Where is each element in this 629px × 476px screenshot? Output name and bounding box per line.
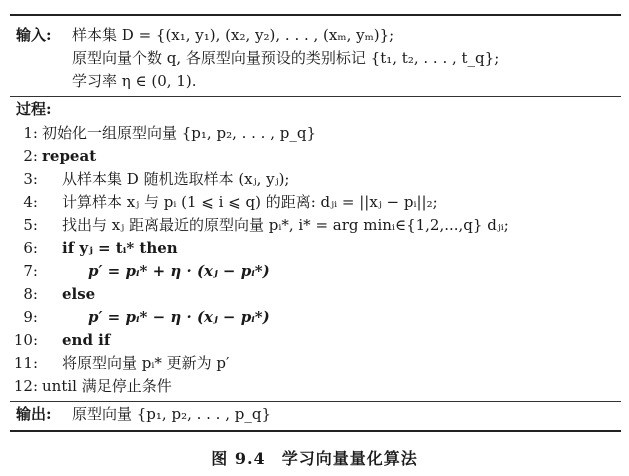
input-line-1: 样本集 D = {(x₁, y₁), (x₂, y₂), . . . , (xₘ, yₘ)}; <box>72 26 395 44</box>
separator-line <box>10 96 621 97</box>
step-text: p′ = pᵢ* + η · (xⱼ − pᵢ*) <box>88 262 270 280</box>
step-number: 5: <box>23 216 38 234</box>
step-text: else <box>62 285 96 303</box>
step-number: 11: <box>13 354 38 372</box>
output-label: 输出: <box>16 405 52 423</box>
step-text: until 满足停止条件 <box>42 377 172 395</box>
step-text: 从样本集 D 随机选取样本 (xⱼ, yⱼ); <box>62 170 290 188</box>
step-text: 将原型向量 pᵢ* 更新为 p′ <box>62 354 230 372</box>
input-line-3: 学习率 η ∈ (0, 1). <box>72 72 197 90</box>
step-number: 10: <box>13 331 38 349</box>
step-text: end if <box>62 331 111 349</box>
step-number: 7: <box>23 262 38 280</box>
process-label: 过程: <box>16 100 52 118</box>
step-number: 9: <box>23 308 38 326</box>
figure-caption <box>0 446 629 469</box>
input-line-2: 原型向量个数 q, 各原型向量预设的类别标记 {t₁, t₂, . . . , t_q}; <box>72 49 500 67</box>
step-text: p′ = pᵢ* − η · (xⱼ − pᵢ*) <box>88 308 270 326</box>
step-text: repeat <box>42 147 97 165</box>
step-number: 3: <box>23 170 38 188</box>
step-number: 12: <box>13 377 38 395</box>
step-text: 初始化一组原型向量 {p₁, p₂, . . . , p_q} <box>42 124 317 142</box>
step-number: 4: <box>23 193 38 211</box>
separator-line <box>10 401 621 402</box>
step-number: 6: <box>23 239 38 257</box>
step-number: 2: <box>23 147 38 165</box>
figure-title: 学习向量量化算法 <box>281 449 418 468</box>
step-text: if yⱼ = tᵢ* then <box>62 239 178 257</box>
step-text: 计算样本 xⱼ 与 pᵢ (1 ⩽ i ⩽ q) 的距离: dⱼᵢ = ||xⱼ − pᵢ||₂; <box>62 193 438 211</box>
step-number: 8: <box>23 285 38 303</box>
step-number: 1: <box>23 124 38 142</box>
input-label: 输入: <box>16 26 52 44</box>
algorithm-box <box>10 14 621 432</box>
step-text: 找出与 xⱼ 距离最近的原型向量 pᵢ*, i* = arg minᵢ∈{1,2,...,q} dⱼᵢ; <box>62 216 509 234</box>
output-text: 原型向量 {p₁, p₂, . . . , p_q} <box>72 405 272 423</box>
figure-number: 图 9.4 <box>211 449 266 468</box>
